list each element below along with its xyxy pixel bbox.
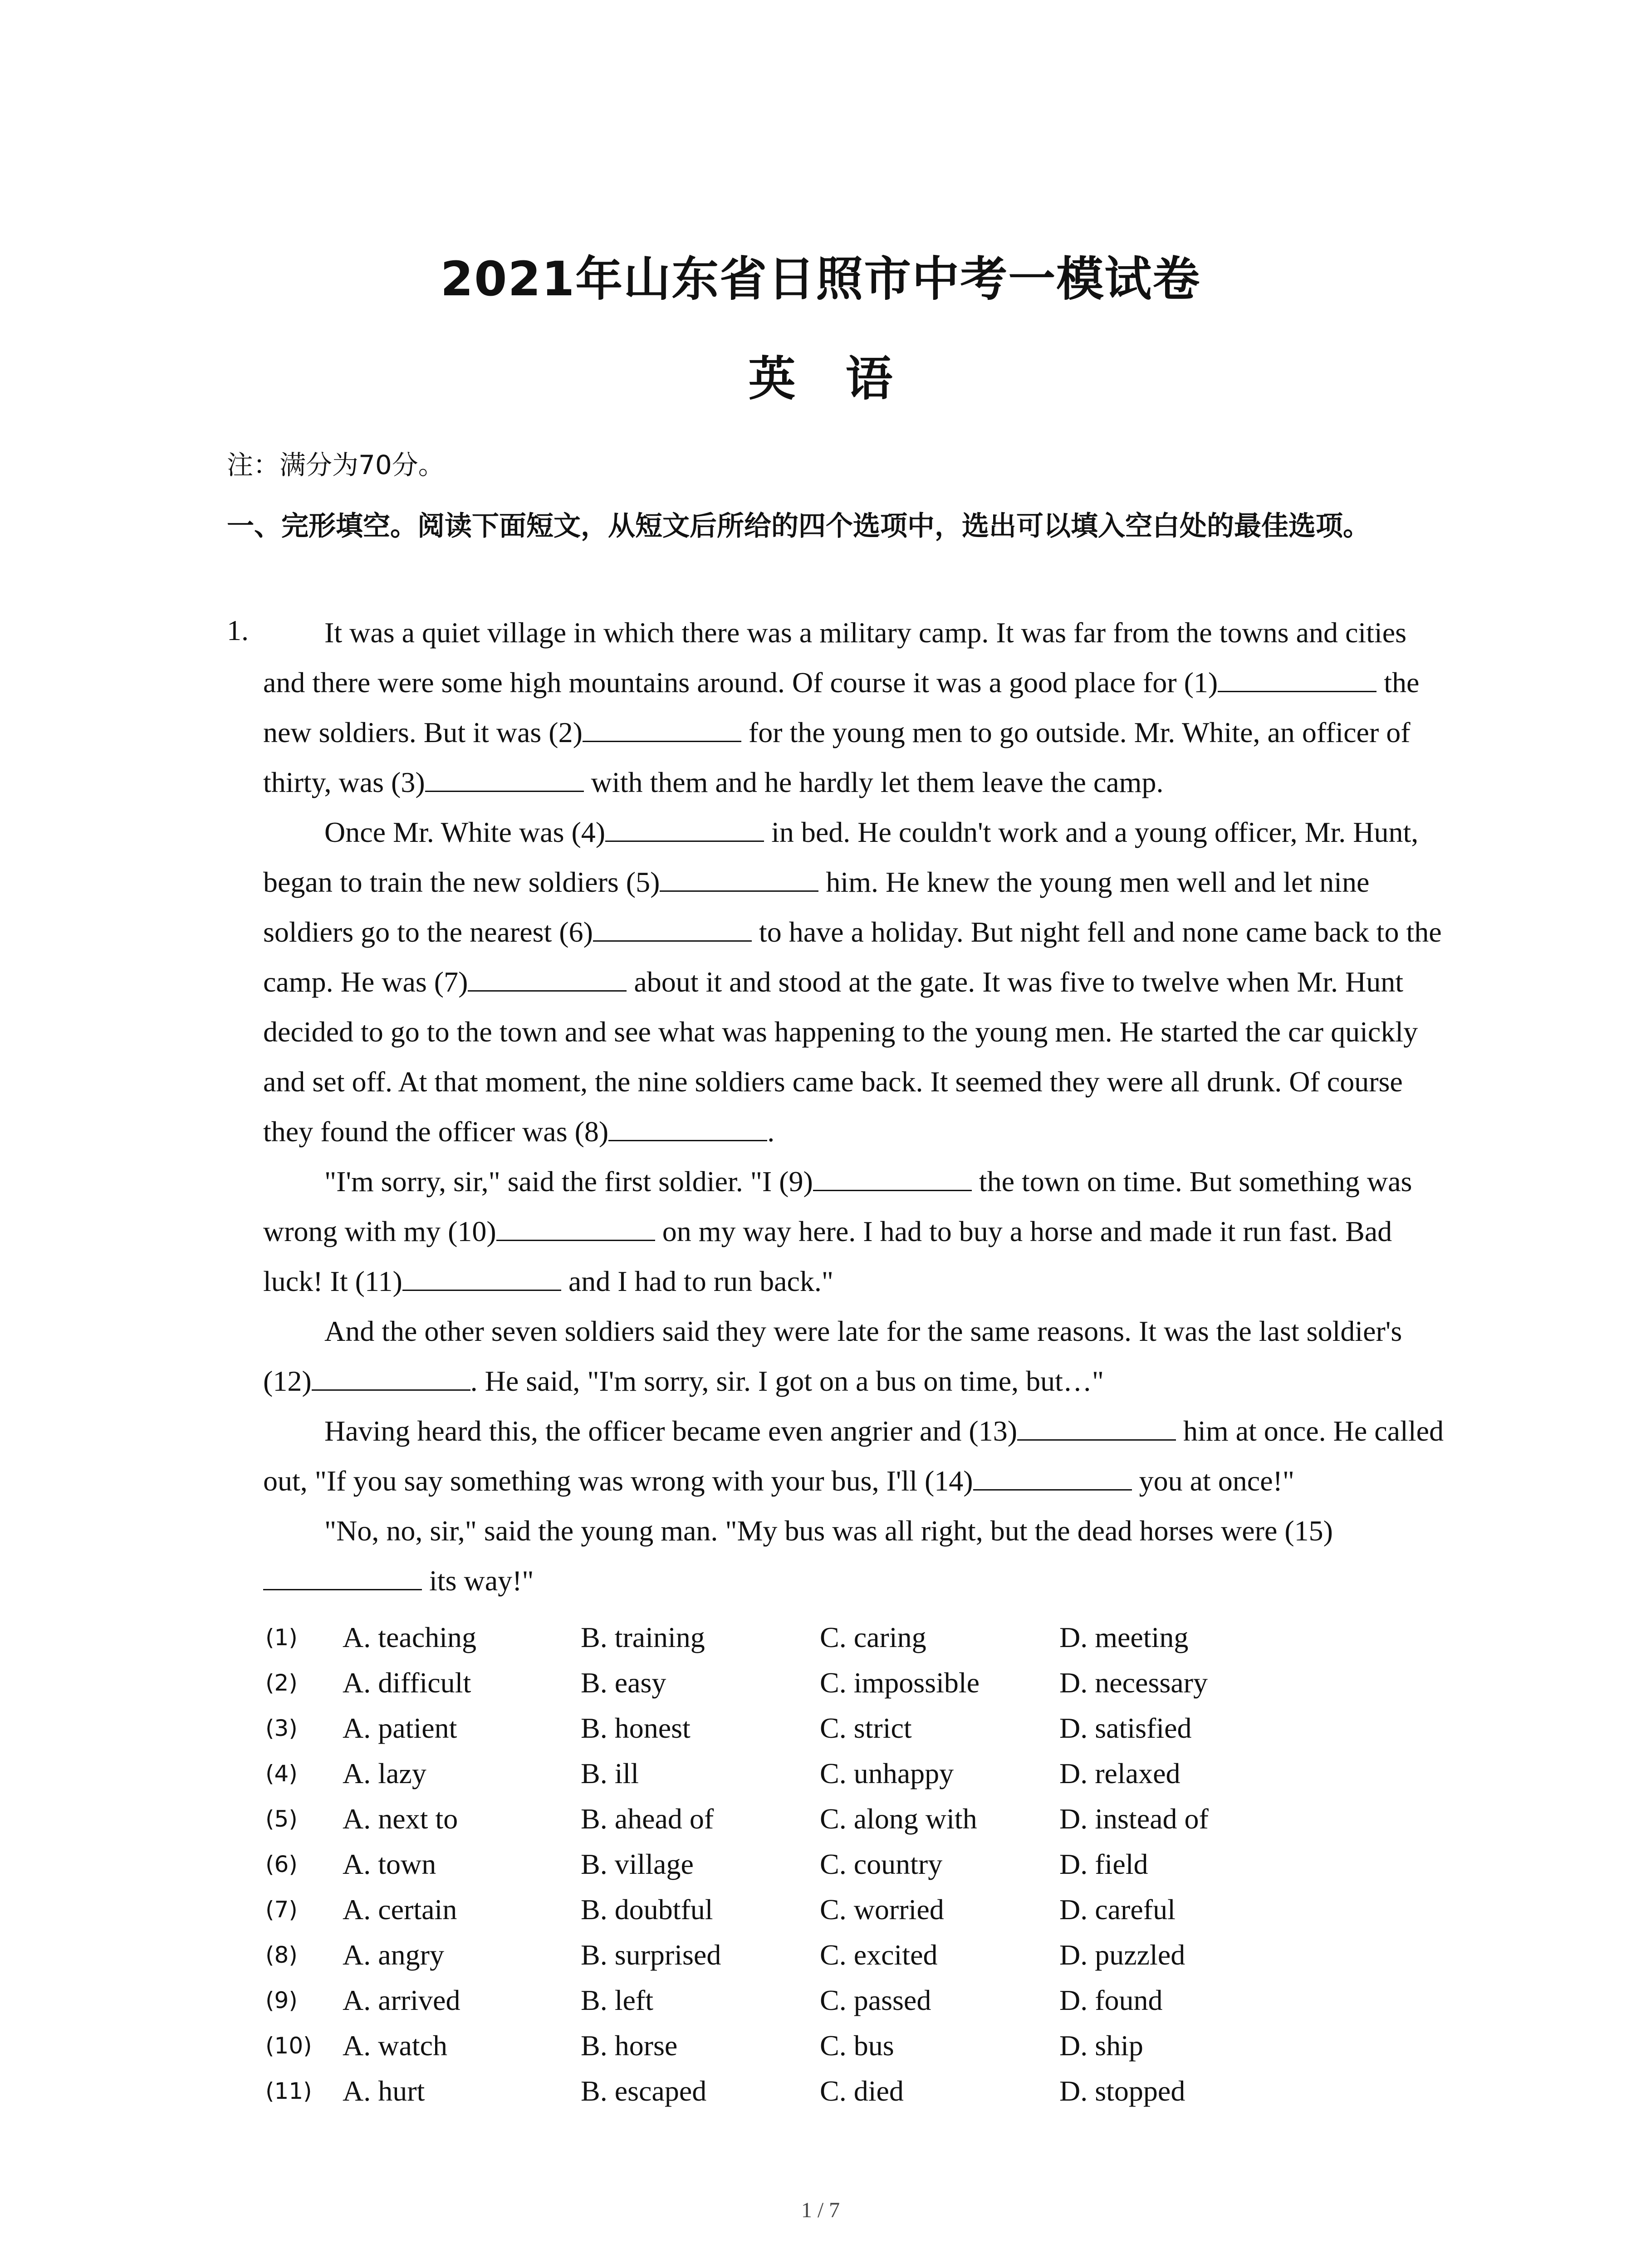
passage-text: Once Mr. White was (4) [324, 816, 606, 848]
option-a[interactable]: A. town [343, 1848, 436, 1880]
option-d[interactable]: D. necessary [1059, 1667, 1208, 1699]
score-note: 注：满分为70分。 [227, 450, 445, 480]
subject-title: 英语 [748, 351, 943, 406]
option-row [265, 1978, 1454, 2023]
answer-blank[interactable] [1218, 665, 1376, 692]
passage-paragraph [263, 1306, 1452, 1406]
option-number: (7) [265, 1897, 298, 1923]
answer-blank[interactable] [468, 965, 627, 992]
answer-blank[interactable] [605, 815, 764, 842]
option-a[interactable]: A. lazy [343, 1757, 426, 1789]
option-row [265, 1842, 1454, 1887]
answer-blank[interactable] [593, 915, 752, 942]
question-number: 1. [227, 614, 249, 646]
passage-text: It was a quiet village in which there was a military camp. It was far from the towns and cities and there were some high mountains around. Of course it was a good place for (1) [263, 616, 1407, 699]
answer-blank[interactable] [402, 1264, 561, 1291]
option-b[interactable]: B. training [581, 1621, 705, 1653]
option-a[interactable]: A. patient [343, 1712, 457, 1744]
passage-text: about it and stood at the gate. It was five to twelve when Mr. Hunt decided to go to the town and see what was happening to the young men. He started the car quickly and set off. At that moment, the nine soldiers came back. It seemed they were all drunk. Of course they found the officer was (8) [263, 966, 1418, 1148]
option-b[interactable]: B. escaped [581, 2075, 707, 2107]
option-row [265, 1660, 1454, 1706]
option-row [265, 1615, 1454, 1660]
option-d[interactable]: D. relaxed [1059, 1757, 1181, 1789]
answer-blank[interactable] [608, 1114, 767, 1141]
passage-paragraph [263, 608, 1452, 807]
passage-paragraph [263, 1506, 1452, 1606]
option-row [265, 1796, 1454, 1842]
passage-text: with them and he hardly let them leave the camp. [583, 766, 1164, 798]
option-number: (9) [265, 1987, 298, 2014]
passage-text: on my way here. I had to buy a horse and made it run fast. Bad luck! It (11) [263, 1215, 1392, 1297]
answer-blank[interactable] [263, 1564, 422, 1590]
passage-text: in bed. He couldn't work and a young officer, Mr. Hunt, began to train the new soldiers (5) [263, 816, 1419, 898]
option-c[interactable]: C. bus [820, 2029, 894, 2062]
passage-text: . He said, "I'm sorry, sir. I got on a bus on time, but…" [470, 1365, 1104, 1397]
option-row [265, 1751, 1454, 1796]
option-b[interactable]: B. ill [581, 1757, 639, 1789]
option-number: (10) [265, 2033, 312, 2059]
option-c[interactable]: C. along with [820, 1803, 977, 1835]
option-number: (4) [265, 1760, 298, 1787]
option-a[interactable]: A. angry [343, 1939, 444, 1971]
option-b[interactable]: B. left [581, 1984, 653, 2016]
passage-text: "I'm sorry, sir," said the first soldier. "I (9) [324, 1165, 813, 1198]
option-a[interactable]: A. hurt [343, 2075, 425, 2107]
passage-text: "No, no, sir," said the young man. "My bus was all right, but the dead horses were (15) [324, 1515, 1333, 1547]
option-c[interactable]: C. impossible [820, 1667, 980, 1699]
passage-text: to have a holiday. But night fell and none came back to the camp. He was (7) [263, 916, 1442, 998]
option-b[interactable]: B. village [581, 1848, 694, 1880]
passage-paragraph [263, 1157, 1452, 1306]
option-d[interactable]: D. ship [1059, 2029, 1143, 2062]
option-a[interactable]: A. arrived [343, 1984, 460, 2016]
option-a[interactable]: A. difficult [343, 1667, 471, 1699]
option-d[interactable]: D. instead of [1059, 1803, 1209, 1835]
passage-text: its way!" [422, 1564, 534, 1597]
answer-blank[interactable] [1017, 1414, 1176, 1441]
option-number: (8) [265, 1942, 298, 1968]
option-c[interactable]: C. strict [820, 1712, 912, 1744]
option-a[interactable]: A. teaching [343, 1621, 476, 1653]
option-d[interactable]: D. stopped [1059, 2075, 1185, 2107]
option-d[interactable]: D. puzzled [1059, 1939, 1185, 1971]
option-c[interactable]: C. caring [820, 1621, 926, 1653]
option-number: (5) [265, 1806, 298, 1832]
option-number: (11) [265, 2078, 312, 2104]
option-number: (3) [265, 1715, 298, 1741]
answer-blank[interactable] [583, 715, 741, 742]
option-number: (1) [265, 1624, 298, 1651]
answer-blank[interactable] [496, 1214, 655, 1241]
option-row [265, 2023, 1454, 2068]
option-b[interactable]: B. horse [581, 2029, 678, 2062]
option-a[interactable]: A. next to [343, 1803, 458, 1835]
option-row [265, 2068, 1454, 2114]
option-row [265, 1887, 1454, 1932]
passage-paragraph [263, 1406, 1452, 1506]
option-row [265, 1932, 1454, 1978]
option-c[interactable]: C. passed [820, 1984, 931, 2016]
passage-text: . [767, 1115, 775, 1148]
section-heading: 一、完形填空。阅读下面短文，从短文后所给的四个选项中，选出可以填入空白处的最佳选项。 [227, 510, 1370, 542]
option-d[interactable]: D. meeting [1059, 1621, 1189, 1653]
option-d[interactable]: D. careful [1059, 1893, 1176, 1926]
option-a[interactable]: A. watch [343, 2029, 448, 2062]
option-number: (6) [265, 1851, 298, 1877]
options-list [265, 1615, 1454, 2114]
option-b[interactable]: B. surprised [581, 1939, 721, 1971]
option-b[interactable]: B. honest [581, 1712, 691, 1744]
option-number: (2) [265, 1670, 298, 1696]
option-c[interactable]: C. unhappy [820, 1757, 954, 1789]
option-b[interactable]: B. easy [581, 1667, 666, 1699]
option-c[interactable]: C. excited [820, 1939, 938, 1971]
option-c[interactable]: C. died [820, 2075, 904, 2107]
passage-text: the new soldiers. But it was (2) [263, 666, 1420, 748]
passage-text: him at once. He called out, "If you say something was wrong with your bus, I'll (14) [263, 1415, 1444, 1497]
option-c[interactable]: C. country [820, 1848, 943, 1880]
option-c[interactable]: C. worried [820, 1893, 944, 1926]
answer-blank[interactable] [813, 1164, 972, 1191]
passage-text: and I had to run back." [561, 1265, 833, 1297]
option-b[interactable]: B. doubtful [581, 1893, 713, 1926]
answer-blank[interactable] [973, 1464, 1132, 1491]
passage-text: for the young men to go outside. Mr. White, an officer of thirty, was (3) [263, 716, 1411, 798]
answer-blank[interactable] [660, 865, 818, 892]
passage-text: Having heard this, the officer became even angrier and (13) [324, 1415, 1018, 1447]
passage-text: him. He knew the young men well and let nine soldiers go to the nearest (6) [263, 866, 1370, 948]
option-b[interactable]: B. ahead of [581, 1803, 714, 1835]
option-d[interactable]: D. field [1059, 1848, 1148, 1880]
cloze-passage [263, 608, 1452, 1606]
passage-paragraph [263, 807, 1452, 1157]
answer-blank[interactable] [425, 765, 584, 792]
passage-text: you at once!" [1132, 1465, 1295, 1497]
passage-text: And the other seven soldiers said they were late for the same reasons. It was the last soldier's (12) [263, 1315, 1402, 1397]
answer-blank[interactable] [312, 1364, 470, 1391]
passage-text: the town on time. But something was wrong with my (10) [263, 1165, 1412, 1247]
option-d[interactable]: D. found [1059, 1984, 1163, 2016]
option-row [265, 1706, 1454, 1751]
option-d[interactable]: D. satisfied [1059, 1712, 1192, 1744]
page-number: 1 / 7 [801, 2198, 840, 2222]
exam-title: 2021年山东省日照市中考一模试卷 [440, 251, 1201, 307]
option-a[interactable]: A. certain [343, 1893, 457, 1926]
